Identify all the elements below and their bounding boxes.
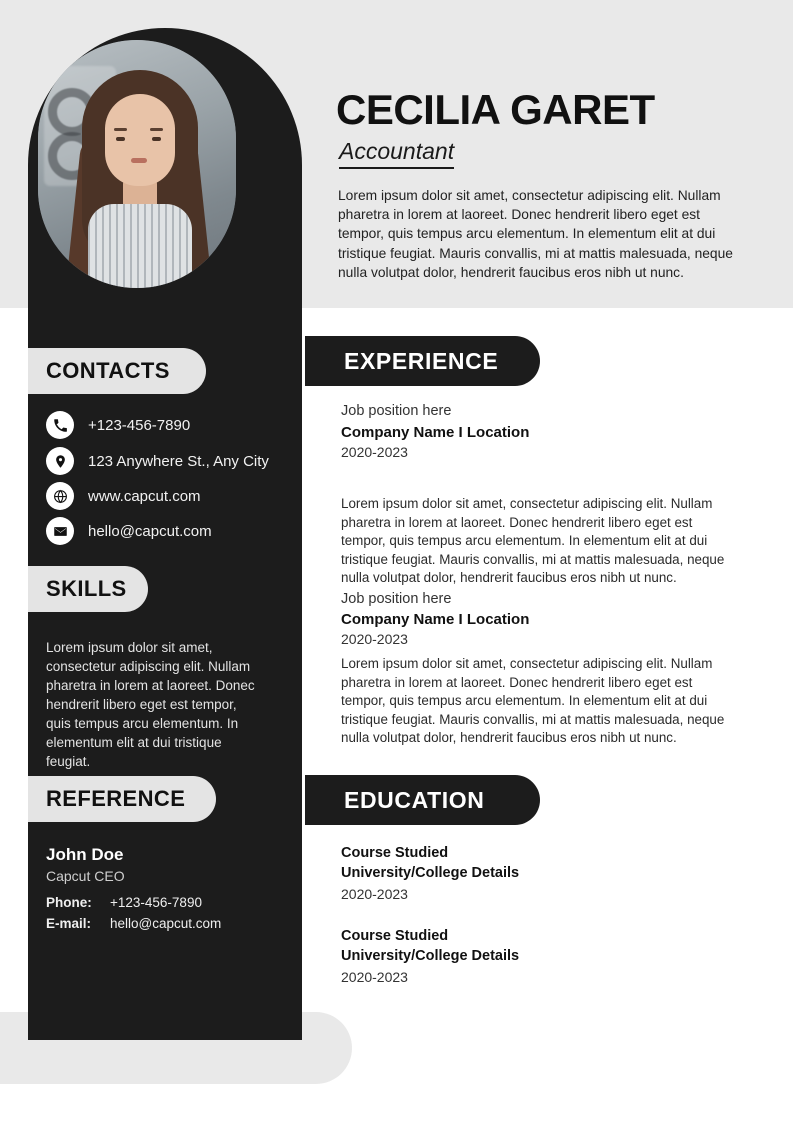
- experience-dates: 2020-2023: [341, 444, 408, 460]
- reference-email-label: E-mail:: [46, 916, 92, 931]
- experience-dates: 2020-2023: [341, 631, 408, 647]
- phone-icon: [46, 411, 74, 439]
- reference-name: John Doe: [46, 845, 124, 864]
- profile-summary: Lorem ipsum dolor sit amet, consectetur adipiscing elit. Nullam pharetra in lorem at laoreet. Donec hendrerit libero eget est tempor, quis tempus arcu elementum. In elementum elit at dui tristique feugiat. Mauris convallis, mi at mattis malesuada, neque nulla volutpat dolor, hendrerit faucibus eros nibh ut nunc.: [338, 188, 733, 280]
- photo-shirt-stripes: [88, 204, 192, 288]
- experience-title: EXPERIENCE: [344, 347, 499, 374]
- skills-text: Lorem ipsum dolor sit amet, consectetur adipiscing elit. Nullam pharetra in lorem at laoreet. Donec hendrerit libero eget est tempor, quis tempus arcu elementum. In elementum elit at dui tristique feugiat.: [46, 640, 255, 769]
- globe-icon: [46, 482, 74, 510]
- contact-email[interactable]: [46, 517, 212, 545]
- photo-eye-right: [152, 137, 161, 141]
- contact-website-value: www.capcut.com: [88, 487, 201, 505]
- experience-position: Job position here: [341, 403, 452, 419]
- education-dates: 2020-2023: [341, 886, 408, 902]
- education-course: Course Studied: [341, 845, 449, 861]
- photo-lips: [131, 158, 147, 163]
- experience-description: Lorem ipsum dolor sit amet, consectetur adipiscing elit. Nullam pharetra in lorem at laoreet. Donec hendrerit libero eget est tempor, quis tempus arcu elementum. In elementum elit at dui tristique feugiat. Mauris convallis, mi at mattis malesuada, neque nulla volutpat dolor, hendrerit faucibus eros nibh ut nunc.: [341, 496, 725, 586]
- contact-phone-value: +123-456-7890: [88, 416, 191, 434]
- reference-role: Capcut CEO: [46, 868, 125, 884]
- skills-title: SKILLS: [46, 576, 127, 601]
- contact-phone[interactable]: [46, 411, 190, 439]
- job-role: Accountant: [339, 138, 454, 169]
- experience-description: Lorem ipsum dolor sit amet, consectetur adipiscing elit. Nullam pharetra in lorem at laoreet. Donec hendrerit libero eget est tempor, quis tempus arcu elementum. In elementum elit at dui tristique feugiat. Mauris convallis, mi at mattis malesuada, neque nulla volutpat dolor, hendrerit faucibus eros nibh ut nunc.: [341, 656, 725, 746]
- experience-company: Company Name I Location: [341, 424, 530, 441]
- photo-eyebrow-right: [150, 128, 163, 131]
- experience-company: Company Name I Location: [341, 611, 530, 628]
- reference-phone-label: Phone:: [46, 895, 92, 910]
- education-institution: University/College Details: [341, 865, 520, 881]
- photo-eyebrow-left: [114, 128, 127, 131]
- location-pin-icon: [46, 447, 74, 475]
- reference-email-value: hello@capcut.com: [110, 916, 222, 931]
- contact-website[interactable]: [46, 482, 201, 510]
- education-course: Course Studied: [341, 928, 449, 944]
- education-title: EDUCATION: [344, 786, 485, 813]
- contacts-title: CONTACTS: [46, 358, 170, 383]
- page-title: CECILIA GARET: [336, 86, 655, 133]
- contact-address[interactable]: [46, 447, 269, 475]
- education-dates: 2020-2023: [341, 969, 408, 985]
- experience-position: Job position here: [341, 591, 452, 607]
- section-header-contacts: [28, 348, 206, 394]
- reference-phone-row: [46, 895, 202, 910]
- section-header-reference: [28, 776, 216, 822]
- section-header-experience: [305, 336, 540, 386]
- reference-title: REFERENCE: [46, 786, 186, 811]
- profile-photo: [38, 40, 236, 288]
- photo-eye-left: [116, 137, 125, 141]
- section-header-education: [305, 775, 540, 825]
- reference-email-row: [46, 916, 221, 931]
- envelope-icon: [46, 517, 74, 545]
- education-institution: University/College Details: [341, 948, 520, 964]
- contact-email-value: hello@capcut.com: [88, 522, 212, 540]
- reference-phone-value: +123-456-7890: [110, 895, 202, 910]
- section-header-skills: [28, 566, 148, 612]
- contact-address-value: 123 Anywhere St., Any City: [88, 452, 269, 470]
